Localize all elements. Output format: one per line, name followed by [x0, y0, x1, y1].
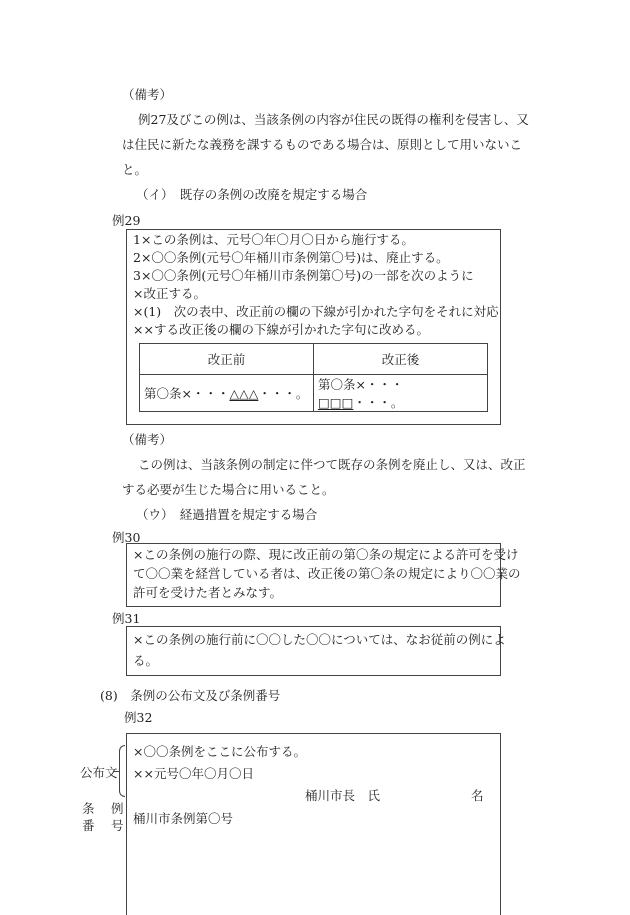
before-prefix: 第〇条×・・・: [144, 386, 230, 401]
example-line: て〇〇業を経営している者は、改正後の第〇条の規定により〇〇業の: [133, 566, 521, 581]
before-suffix: ・・・。: [258, 386, 309, 401]
notes-text-line: この例は、当該条例の制定に伴つて既存の条例を廃止し、又は、改正: [138, 457, 526, 472]
notes-text-line: と。: [122, 162, 148, 177]
notes-text-line: する必要が生じた場合に用いること。: [122, 482, 335, 497]
after-prefix: 第〇条×・・・: [317, 377, 404, 392]
number-label-line1: 条 例: [82, 801, 126, 816]
table-cell-before: [140, 375, 314, 412]
example31-box: [126, 626, 506, 676]
example-label: 例29: [112, 213, 141, 228]
mayor-title: 桶川市長 氏: [305, 788, 381, 803]
example-line: 1×この条例は、元号〇年〇月〇日から施行する。: [133, 232, 414, 247]
notes-text-line: は住民に新たな義務を課するものである場合は、原則として用いないこ: [122, 137, 523, 152]
table-header-before: 改正前: [140, 344, 314, 375]
brace-tip-icon: [114, 771, 119, 772]
promulgation-label: 公布文: [80, 765, 118, 780]
example-line: ×この条例の施行の際、現に改正前の第〇条の規定による許可を受け: [133, 547, 519, 562]
table-header-after: 改正後: [313, 344, 487, 375]
promulgation-line: ×〇〇条例をここに公布する。: [133, 744, 306, 759]
notes-heading: （備考）: [122, 432, 173, 447]
brace-icon: [119, 745, 125, 797]
example-line: ×改正する。: [133, 286, 206, 301]
before-underlined: △△△: [229, 386, 259, 401]
example-line: 3×〇〇条例(元号〇年桶川市条例第〇号)の一部を次のように: [133, 268, 474, 283]
section-heading: (8) 条例の公布文及び条例番号: [100, 688, 281, 703]
notes-text-line: 例27及びこの例は、当該条例の内容が住民の既得の権利を侵害し、又: [138, 112, 529, 127]
example-label: 例32: [124, 710, 153, 725]
example-line: 2×〇〇条例(元号〇年桶川市条例第〇号)は、廃止する。: [133, 250, 449, 265]
example32-box: [126, 733, 501, 915]
mayor-name-suffix: 名: [471, 788, 484, 803]
number-label-line2: 番 号: [82, 818, 126, 833]
after-underlined: □□□: [317, 395, 354, 410]
revision-table: [139, 343, 488, 412]
example30-box: [126, 543, 521, 607]
example-line: ××する改正後の欄の下線が引かれた字句に改める。: [133, 322, 429, 337]
example-line: ×(1) 次の表中、改正前の欄の下線が引かれた字句をそれに対応: [133, 304, 499, 319]
notes-heading: （備考）: [122, 87, 173, 102]
example-line: 許可を受けた者とみなす。: [133, 585, 283, 600]
example-line: る。: [133, 653, 159, 668]
example-label: 例31: [112, 611, 141, 626]
ordinance-number: 桶川市条例第〇号: [133, 811, 234, 826]
table-cell-after: [313, 375, 487, 412]
section-heading: （ウ） 経過措置を規定する場合: [136, 507, 318, 522]
promulgation-line: ××元号〇年〇月〇日: [133, 766, 254, 781]
example29-box: [126, 229, 501, 425]
example-line: ×この条例の施行前に〇〇した〇〇については、なお従前の例によ: [133, 632, 506, 647]
after-suffix: ・・・。: [353, 395, 404, 410]
section-heading: （イ） 既存の条例の改廃を規定する場合: [136, 187, 368, 202]
example-label: 例30: [112, 530, 141, 545]
